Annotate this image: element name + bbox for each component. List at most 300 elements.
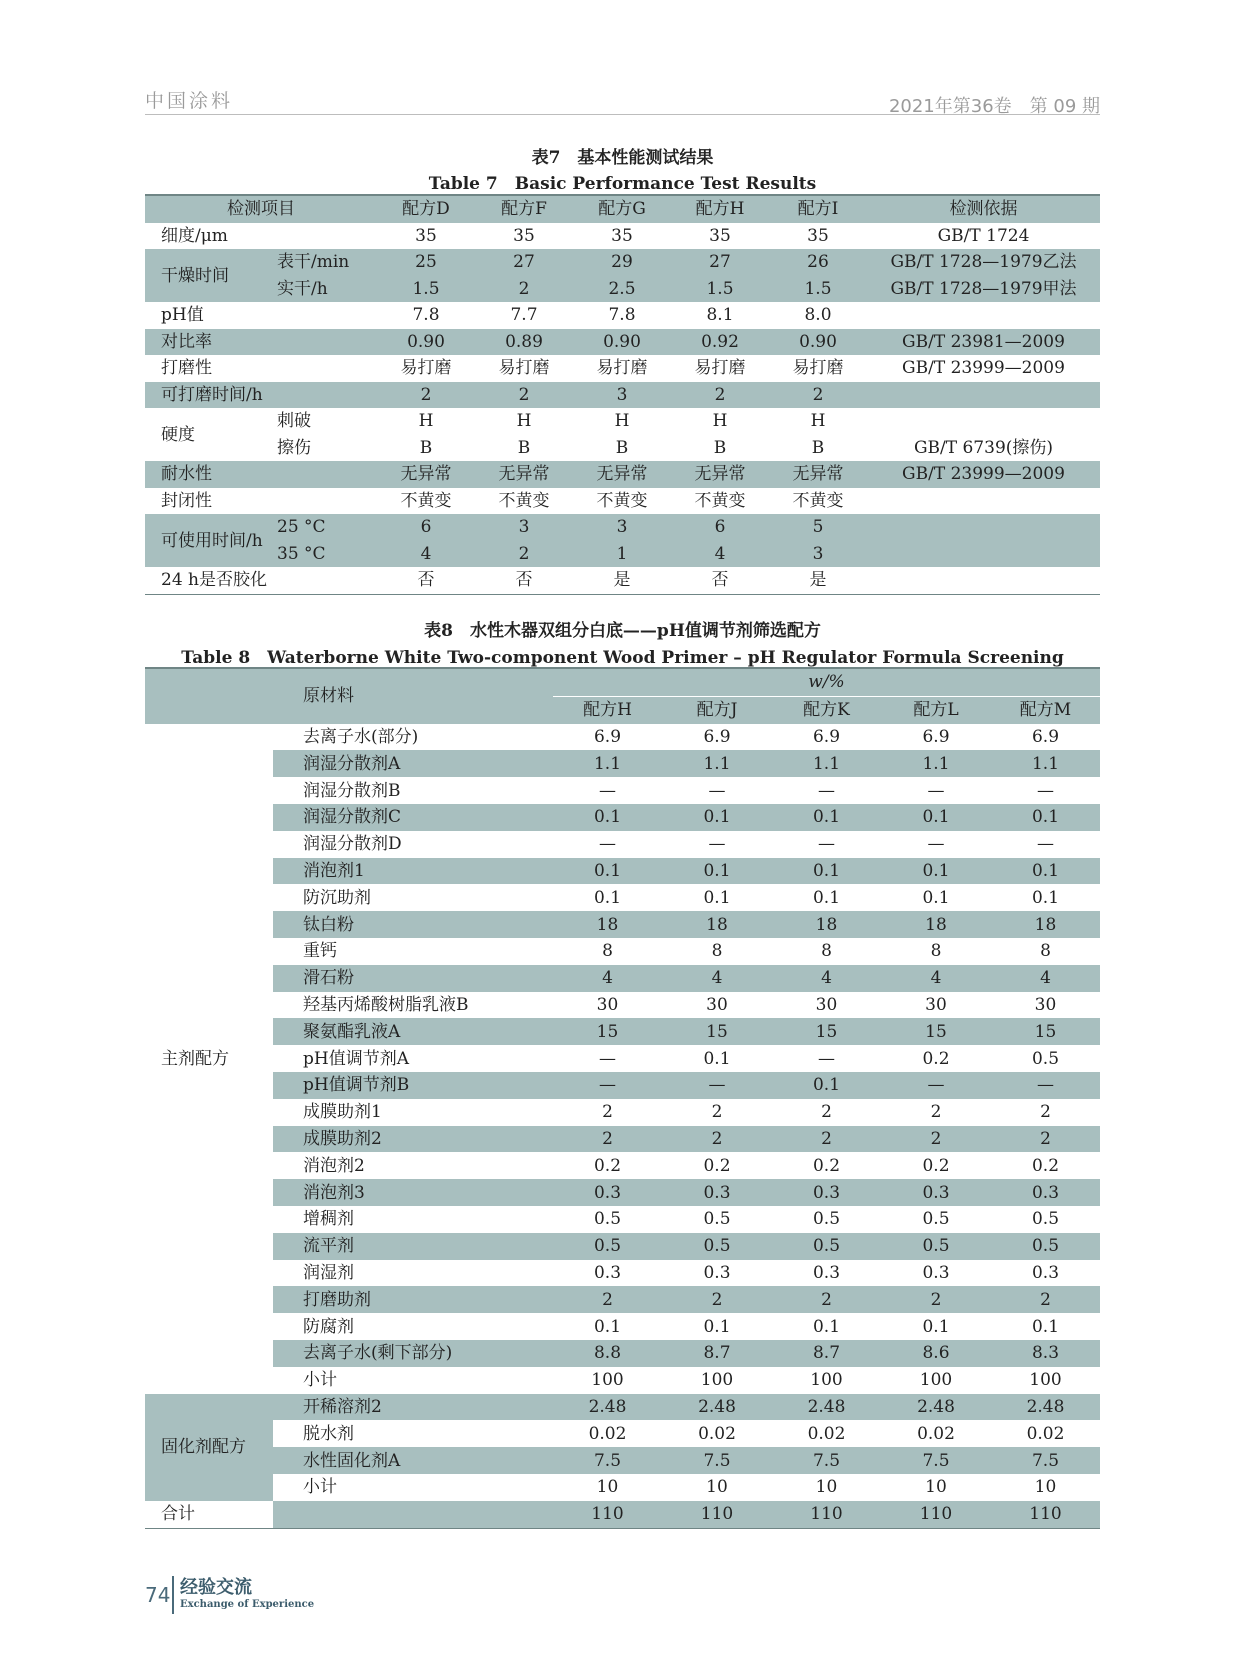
- cell: —: [599, 780, 616, 801]
- cell: 不黄变: [596, 490, 648, 511]
- cell: 30: [596, 994, 619, 1015]
- cell: 8.3: [991, 1340, 1100, 1367]
- cell: 15: [881, 1018, 991, 1045]
- cell: 35: [709, 225, 731, 246]
- cell: 8.0: [804, 305, 832, 326]
- cell: 7.8: [608, 305, 636, 326]
- cell: 10: [596, 1477, 619, 1498]
- cell: B: [713, 437, 727, 458]
- material-name: pH值调节剂B: [273, 1072, 553, 1099]
- cell: 1.1: [991, 750, 1100, 777]
- cell: 100: [700, 1370, 734, 1391]
- cell: 1.5: [769, 276, 867, 303]
- material-name: 消泡剂2: [303, 1155, 365, 1176]
- cell: 2.5: [573, 276, 671, 303]
- cell: 2: [881, 1126, 991, 1153]
- table-row: [145, 223, 1100, 250]
- table-row: [145, 408, 1100, 435]
- cell: 7.5: [553, 1447, 662, 1474]
- column-header: 配方G: [573, 195, 671, 223]
- header-divider: [145, 114, 1100, 115]
- material-name: 成膜助剂2: [273, 1126, 553, 1153]
- cell: 8.7: [662, 1340, 772, 1367]
- cell: H: [810, 411, 826, 432]
- cell: 18: [881, 911, 991, 938]
- group-label: 固化剂配方: [145, 1394, 273, 1501]
- cell: 0.2: [703, 1155, 731, 1176]
- cell: 1.1: [772, 750, 881, 777]
- cell: —: [991, 1072, 1100, 1099]
- cell: —: [662, 1072, 772, 1099]
- cell: 6.9: [922, 726, 950, 747]
- table7-header-row: [145, 195, 1100, 223]
- table-row: [145, 1152, 1100, 1179]
- cell: 0.5: [1031, 1209, 1060, 1230]
- raw-material-header: 原材料: [273, 668, 553, 724]
- column-header: 检测项目: [145, 195, 377, 223]
- cell: 0.1: [922, 887, 950, 908]
- cell: 4: [671, 541, 769, 568]
- table-row: [145, 938, 1100, 965]
- table-row: [145, 567, 1100, 594]
- cell: 15: [991, 1018, 1100, 1045]
- table-row: [145, 249, 1100, 276]
- material-name: 润湿分散剂D: [303, 834, 402, 855]
- cell: 0.1: [662, 804, 772, 831]
- cell: 8.8: [553, 1340, 662, 1367]
- cell: 0.3: [991, 1179, 1100, 1206]
- cell: 0.90: [769, 329, 867, 356]
- cell: 无异常: [573, 461, 671, 488]
- cell: 35: [513, 225, 535, 246]
- cell: 0.5: [922, 1209, 950, 1230]
- column-header: 配方L: [881, 696, 991, 723]
- cell: 3: [769, 541, 867, 568]
- header-blank: [145, 668, 273, 724]
- footer-divider: [172, 1576, 174, 1614]
- cell: 2: [772, 1126, 881, 1153]
- cell: 2: [671, 382, 769, 409]
- cell: 1.5: [377, 276, 475, 303]
- cell: 4: [662, 965, 772, 992]
- material-name: 防沉助剂: [303, 887, 371, 908]
- cell: 10: [925, 1477, 947, 1498]
- cell: 1: [573, 541, 671, 568]
- cell: GB/T 23999—2009: [867, 461, 1100, 488]
- cell: 2.48: [662, 1394, 772, 1421]
- cell: 35: [807, 225, 829, 246]
- cell: 1.1: [881, 750, 991, 777]
- table-row: [145, 965, 1100, 992]
- cell: H: [614, 411, 630, 432]
- cell: 7.5: [662, 1447, 772, 1474]
- cell: 2.48: [553, 1394, 662, 1421]
- cell: 无异常: [475, 461, 573, 488]
- cell: 2: [662, 1126, 772, 1153]
- table-row: [145, 992, 1100, 1019]
- table-row: [145, 541, 1100, 568]
- cell: 100: [919, 1370, 953, 1391]
- cell: 0.3: [812, 1262, 841, 1283]
- table-row: [145, 1233, 1100, 1260]
- cell: 10: [706, 1477, 728, 1498]
- cell: 0.1: [593, 1316, 622, 1337]
- cell: GB/T 6739(擦伤): [913, 437, 1054, 458]
- cell: 易打磨: [792, 358, 844, 379]
- cell: 0.1: [991, 858, 1100, 885]
- cell: 0.3: [662, 1179, 772, 1206]
- cell: 35: [415, 225, 437, 246]
- material-name: 聚氨酯乳液A: [273, 1018, 553, 1045]
- cell: 4: [991, 965, 1100, 992]
- row-sublabel: 35 °C: [277, 541, 377, 568]
- cell: 0.1: [772, 858, 881, 885]
- material-name: 增稠剂: [303, 1209, 354, 1230]
- section-title-en: Exchange of Experience: [180, 1599, 315, 1610]
- cell: 0.02: [917, 1423, 955, 1444]
- cell: —: [599, 834, 616, 855]
- cell: [867, 302, 1100, 329]
- row-label: 硬度: [161, 424, 195, 445]
- column-header: 配方K: [772, 696, 881, 723]
- cell: 15: [772, 1018, 881, 1045]
- cell: 30: [815, 994, 838, 1015]
- cell: 18: [772, 911, 881, 938]
- row-sublabel: 擦伤: [277, 437, 311, 458]
- table-row: [145, 1206, 1100, 1233]
- cell: 0.1: [1031, 887, 1060, 908]
- cell: GB/T 23999—2009: [902, 358, 1065, 379]
- cell: 0.1: [703, 1316, 731, 1337]
- cell: —: [818, 834, 835, 855]
- cell: —: [818, 1048, 835, 1069]
- cell: —: [553, 1072, 662, 1099]
- cell: 110: [772, 1501, 881, 1528]
- column-header: 配方F: [475, 195, 573, 223]
- material-name: 消泡剂3: [273, 1179, 553, 1206]
- material-name: 润湿分散剂A: [273, 750, 553, 777]
- material-name: 开稀溶剂2: [273, 1394, 553, 1421]
- table-row: [145, 804, 1100, 831]
- cell: 0.1: [662, 858, 772, 885]
- cell: 0.89: [475, 329, 573, 356]
- row-sublabel: 25 °C: [277, 514, 377, 541]
- cell: 29: [573, 249, 671, 276]
- material-name: 润湿剂: [303, 1262, 354, 1283]
- column-header: 配方I: [769, 195, 867, 223]
- cell: 1.1: [662, 750, 772, 777]
- cell: 3: [573, 514, 671, 541]
- cell: 6.9: [703, 726, 731, 747]
- cell: 27: [475, 249, 573, 276]
- cell: 6: [671, 514, 769, 541]
- cell: 0.2: [812, 1155, 841, 1176]
- material-name: 钛白粉: [273, 911, 553, 938]
- cell: 25: [377, 249, 475, 276]
- cell: 0.1: [553, 858, 662, 885]
- cell: 0.1: [772, 804, 881, 831]
- cell: 2: [930, 1102, 942, 1123]
- cell: 100: [1029, 1370, 1062, 1391]
- table-row: [145, 1313, 1100, 1340]
- cell: B: [615, 437, 629, 458]
- cell: 2: [475, 382, 573, 409]
- cell: H: [516, 411, 532, 432]
- row-label: 可打磨时间/h: [145, 382, 377, 409]
- cell: 0.5: [812, 1209, 841, 1230]
- table-row: [145, 777, 1100, 804]
- cell: 易打磨: [694, 358, 746, 379]
- material-name: 小计: [303, 1370, 337, 1391]
- material-name: 防腐剂: [303, 1316, 354, 1337]
- cell: 2: [821, 1102, 832, 1123]
- table-row: [145, 1394, 1100, 1421]
- table-row: [145, 1072, 1100, 1099]
- material-name: pH值调节剂A: [303, 1048, 409, 1069]
- cell: 100: [810, 1370, 843, 1391]
- cell: 0.1: [703, 1048, 731, 1069]
- cell: 0.3: [881, 1179, 991, 1206]
- table-row: [145, 1367, 1100, 1394]
- total-row: [145, 1501, 1100, 1528]
- table7-caption-en: Table 7 Basic Performance Test Results: [428, 174, 817, 194]
- cell: 不黄变: [792, 490, 844, 511]
- cell: 18: [553, 911, 662, 938]
- cell: 2: [881, 1286, 991, 1313]
- material-name: 滑石粉: [273, 965, 553, 992]
- cell: 30: [1034, 994, 1057, 1015]
- cell: —: [927, 780, 945, 801]
- column-header: 配方J: [662, 696, 772, 723]
- cell: 0.02: [807, 1423, 846, 1444]
- cell: 0.5: [772, 1233, 881, 1260]
- cell: 8: [602, 941, 613, 962]
- cell: 18: [662, 911, 772, 938]
- cell: 否: [515, 570, 533, 591]
- cell: 0.90: [377, 329, 475, 356]
- page-number: 74: [145, 1583, 171, 1607]
- cell: 2: [377, 382, 475, 409]
- row-label: 24 h是否胶化: [161, 570, 267, 591]
- cell: 无异常: [377, 461, 475, 488]
- cell: 7.7: [510, 305, 538, 326]
- cell: 0.1: [922, 1316, 950, 1337]
- cell: 2: [475, 276, 573, 303]
- cell: 30: [706, 994, 728, 1015]
- cell: 7.5: [881, 1447, 991, 1474]
- cell: 8: [821, 941, 832, 962]
- material-name: 小计: [303, 1477, 337, 1498]
- cell: 10: [1034, 1477, 1057, 1498]
- cell: 0.1: [593, 887, 622, 908]
- unit-header: w/%: [553, 668, 1100, 696]
- cell: 2.48: [881, 1394, 991, 1421]
- row-sublabel: 刺破: [277, 411, 311, 432]
- table-row: [145, 514, 1100, 541]
- table-row: [145, 750, 1100, 777]
- cell: 0.02: [698, 1423, 736, 1444]
- row-label: 耐水性: [145, 461, 377, 488]
- cell: 0.1: [991, 804, 1100, 831]
- table8-header-row: [145, 668, 1100, 696]
- cell: 0.90: [573, 329, 671, 356]
- table-row: [145, 461, 1100, 488]
- cell: [867, 541, 1100, 568]
- cell: 100: [591, 1370, 624, 1391]
- table7: [145, 194, 1100, 595]
- cell: 6.9: [1031, 726, 1060, 747]
- cell: 0.3: [553, 1179, 662, 1206]
- cell: 0.5: [1031, 1048, 1060, 1069]
- material-name: 打磨助剂: [273, 1286, 553, 1313]
- cell: 0.02: [588, 1423, 627, 1444]
- cell: 不黄变: [498, 490, 550, 511]
- cell: —: [708, 780, 726, 801]
- cell: 0.5: [991, 1233, 1100, 1260]
- cell: 0.2: [1031, 1155, 1060, 1176]
- cell: 2: [662, 1286, 772, 1313]
- cell: 4: [553, 965, 662, 992]
- cell: GB/T 23981—2009: [867, 329, 1100, 356]
- row-sublabel: 表干/min: [277, 249, 377, 276]
- cell: H: [418, 411, 434, 432]
- cell: 5: [769, 514, 867, 541]
- table-row: [145, 884, 1100, 911]
- cell: [867, 514, 1100, 541]
- cell: 1.5: [671, 276, 769, 303]
- cell: 15: [662, 1018, 772, 1045]
- cell: 0.1: [812, 1316, 841, 1337]
- cell: 否: [417, 570, 435, 591]
- material-name: 脱水剂: [303, 1423, 354, 1444]
- cell: 110: [881, 1501, 991, 1528]
- cell: 0.1: [1031, 1316, 1060, 1337]
- cell: 10: [815, 1477, 838, 1498]
- cell: 3: [475, 514, 573, 541]
- cell: 不黄变: [400, 490, 452, 511]
- table-row: [145, 1126, 1100, 1153]
- section-title-cn: 经验交流: [180, 1577, 252, 1598]
- cell: 2: [602, 1102, 613, 1123]
- cell: 0.5: [662, 1233, 772, 1260]
- cell: [867, 567, 1100, 594]
- cell: 7.8: [412, 305, 440, 326]
- column-header: 配方M: [991, 696, 1100, 723]
- table-row: [145, 911, 1100, 938]
- cell: 0.5: [703, 1209, 731, 1230]
- cell: 8: [1040, 941, 1051, 962]
- table-row: [145, 488, 1100, 515]
- cell: 0.3: [1031, 1262, 1060, 1283]
- cell: 0.1: [812, 887, 841, 908]
- row-label: 打磨性: [161, 358, 212, 379]
- material-name: 羟基丙烯酸树脂乳液B: [303, 994, 469, 1015]
- cell: 2.48: [991, 1394, 1100, 1421]
- cell: 2: [553, 1126, 662, 1153]
- table-row: [145, 276, 1100, 303]
- cell: 0.1: [881, 858, 991, 885]
- cell: —: [881, 1072, 991, 1099]
- cell: 0.1: [703, 887, 731, 908]
- cell: 0.5: [881, 1233, 991, 1260]
- cell: 0.2: [922, 1048, 950, 1069]
- cell: 0.2: [593, 1155, 622, 1176]
- material-name: 润湿分散剂B: [303, 780, 401, 801]
- cell: 是: [809, 570, 827, 591]
- cell: 2: [553, 1286, 662, 1313]
- cell: 2: [772, 1286, 881, 1313]
- table-row: [145, 435, 1100, 462]
- cell: 无异常: [671, 461, 769, 488]
- cell: B: [517, 437, 531, 458]
- cell: 不黄变: [694, 490, 746, 511]
- cell: 是: [613, 570, 631, 591]
- group-label: 主剂配方: [161, 1048, 229, 1069]
- cell: 0.3: [922, 1262, 950, 1283]
- table8-caption-cn: 表8 水性木器双组分白底——pH值调节剂筛选配方: [424, 621, 821, 641]
- cell: 4: [377, 541, 475, 568]
- table-row: [145, 1018, 1100, 1045]
- cell: 3: [573, 382, 671, 409]
- cell: 0.1: [772, 1072, 881, 1099]
- cell: 否: [711, 570, 729, 591]
- cell: 26: [769, 249, 867, 276]
- cell: 110: [991, 1501, 1100, 1528]
- row-label: 封闭性: [161, 490, 212, 511]
- table-row: [145, 1340, 1100, 1367]
- table-row: [145, 1099, 1100, 1126]
- cell: [273, 1501, 553, 1528]
- cell: B: [419, 437, 433, 458]
- row-label: pH值: [161, 305, 204, 326]
- cell: 4: [881, 965, 991, 992]
- cell: 0.3: [593, 1262, 622, 1283]
- table-row: [145, 1045, 1100, 1072]
- cell: 15: [553, 1018, 662, 1045]
- cell: B: [811, 437, 825, 458]
- row-label: 对比率: [145, 329, 377, 356]
- cell: 0.3: [703, 1262, 731, 1283]
- material-name: 去离子水(剩下部分): [273, 1340, 553, 1367]
- cell: 6: [377, 514, 475, 541]
- cell: 35: [611, 225, 633, 246]
- cell: 0.1: [553, 804, 662, 831]
- cell: —: [1037, 834, 1054, 855]
- cell: 6.9: [812, 726, 841, 747]
- table-row: [145, 858, 1100, 885]
- column-header: 检测依据: [867, 195, 1100, 223]
- cell: 7.5: [991, 1447, 1100, 1474]
- row-label: 干燥时间: [145, 249, 277, 302]
- material-name: 水性固化剂A: [273, 1447, 553, 1474]
- table-row: [145, 1260, 1100, 1287]
- column-header: 配方H: [553, 696, 662, 723]
- table-row: [145, 302, 1100, 329]
- table-row: [145, 329, 1100, 356]
- cell: 0.5: [593, 1209, 622, 1230]
- cell: 18: [991, 911, 1100, 938]
- table8: [145, 667, 1100, 1529]
- cell: 易打磨: [498, 358, 550, 379]
- cell: —: [708, 834, 726, 855]
- table7-caption-cn: 表7 基本性能测试结果: [531, 148, 714, 168]
- cell: [867, 382, 1100, 409]
- cell: 易打磨: [596, 358, 648, 379]
- table-row: [145, 1286, 1100, 1313]
- cell: 0.1: [881, 804, 991, 831]
- column-header: 配方D: [377, 195, 475, 223]
- cell: 6.9: [593, 726, 622, 747]
